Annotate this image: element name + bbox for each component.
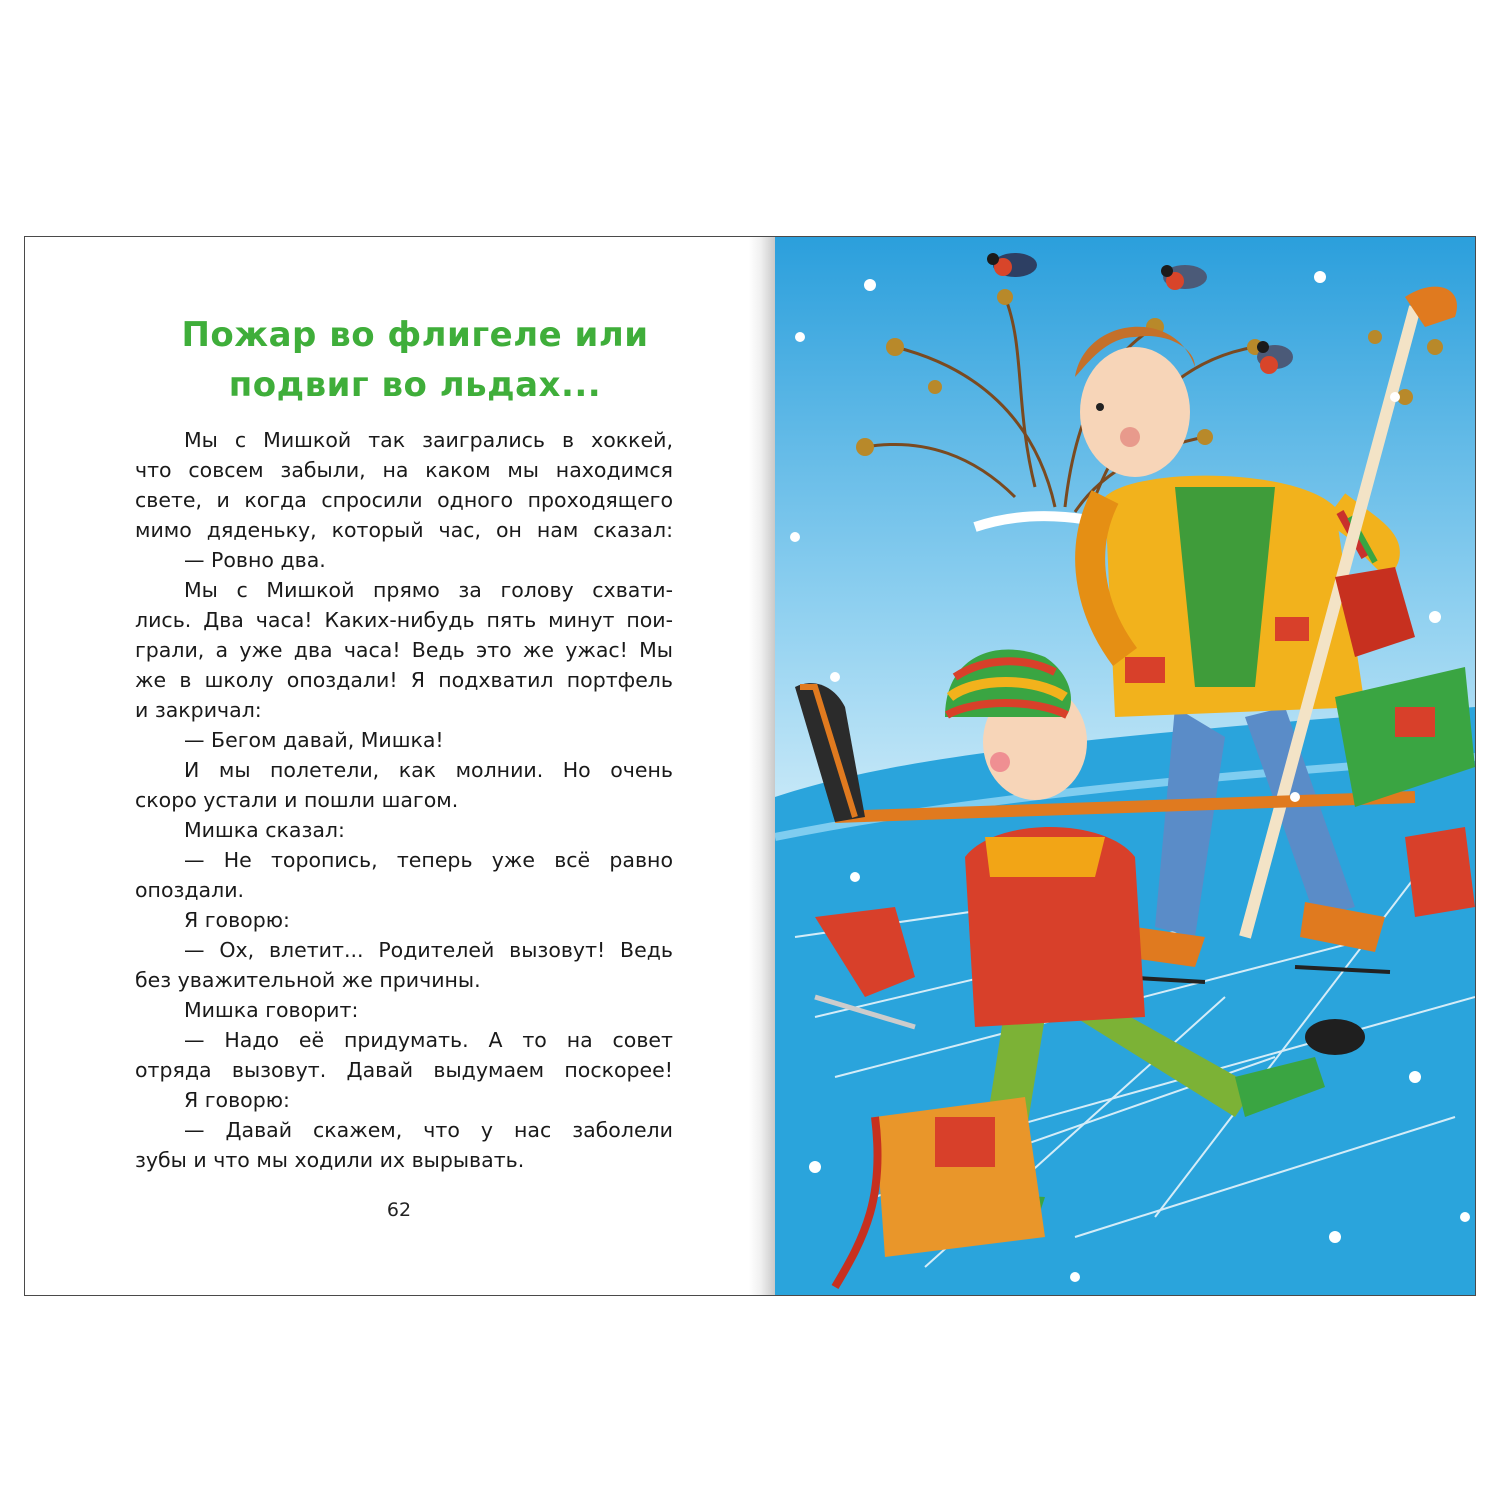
text-line: зубы и что мы ходили их вырывать.: [135, 1148, 525, 1172]
text-line: мимо дяденьку, который час, он нам сказал:: [135, 518, 673, 542]
page-number: 62: [386, 1199, 412, 1221]
chapter-title-line1: Пожар во флигеле или: [181, 315, 649, 355]
text-line: лись. Два часа! Каких-нибудь пять минут пои-: [135, 608, 673, 632]
chapter-title-line2: подвиг во льдах...: [228, 365, 602, 405]
text-line: — Бегом давай, Мишка!: [184, 728, 444, 752]
text-line: — Надо её придумать. А то на совет: [184, 1028, 673, 1052]
text-line: Мы с Мишкой прямо за голову схвати-: [184, 578, 673, 602]
text-line: Мишка говорит:: [184, 998, 359, 1022]
winter-hockey-illustration: [775, 237, 1475, 1295]
text-line: Мы с Мишкой так заигрались в хоккей,: [184, 428, 673, 452]
text-line: — Ох, влетит... Родителей вызовут! Ведь: [184, 938, 673, 962]
text-line: скоро устали и пошли шагом.: [135, 788, 459, 812]
text-line: же в школу опоздали! Я подхватил портфель: [135, 668, 673, 692]
text-line: отряда вызовут. Давай выдумаем поскорее!: [135, 1058, 673, 1082]
text-line: — Ровно два.: [184, 548, 326, 572]
text-line: и закричал:: [135, 698, 262, 722]
page-gutter: [749, 237, 775, 1295]
text-line: Я говорю:: [184, 908, 290, 932]
illustration-page: [775, 237, 1475, 1295]
text-line: И мы полетели, как молнии. Но очень: [184, 758, 673, 782]
text-line: свете, и когда спросили одного проходящего: [135, 488, 673, 512]
text-line: без уважительной же причины.: [135, 968, 481, 992]
text-line: — Давай скажем, что у нас заболели: [184, 1118, 673, 1142]
body-text: [135, 425, 673, 1175]
left-page: [25, 237, 749, 1295]
puck-icon: [1305, 1019, 1365, 1055]
book-spread: [24, 236, 1476, 1296]
text-line: что совсем забыли, на каком мы находимся: [135, 458, 673, 482]
text-line: опоздали.: [135, 878, 245, 902]
text-line: Я говорю:: [184, 1088, 290, 1112]
text-line: — Не торопись, теперь уже всё равно: [184, 848, 673, 872]
text-line: Мишка сказал:: [184, 818, 345, 842]
text-line: грали, а уже два часа! Ведь это же ужас! Мы: [135, 638, 673, 662]
